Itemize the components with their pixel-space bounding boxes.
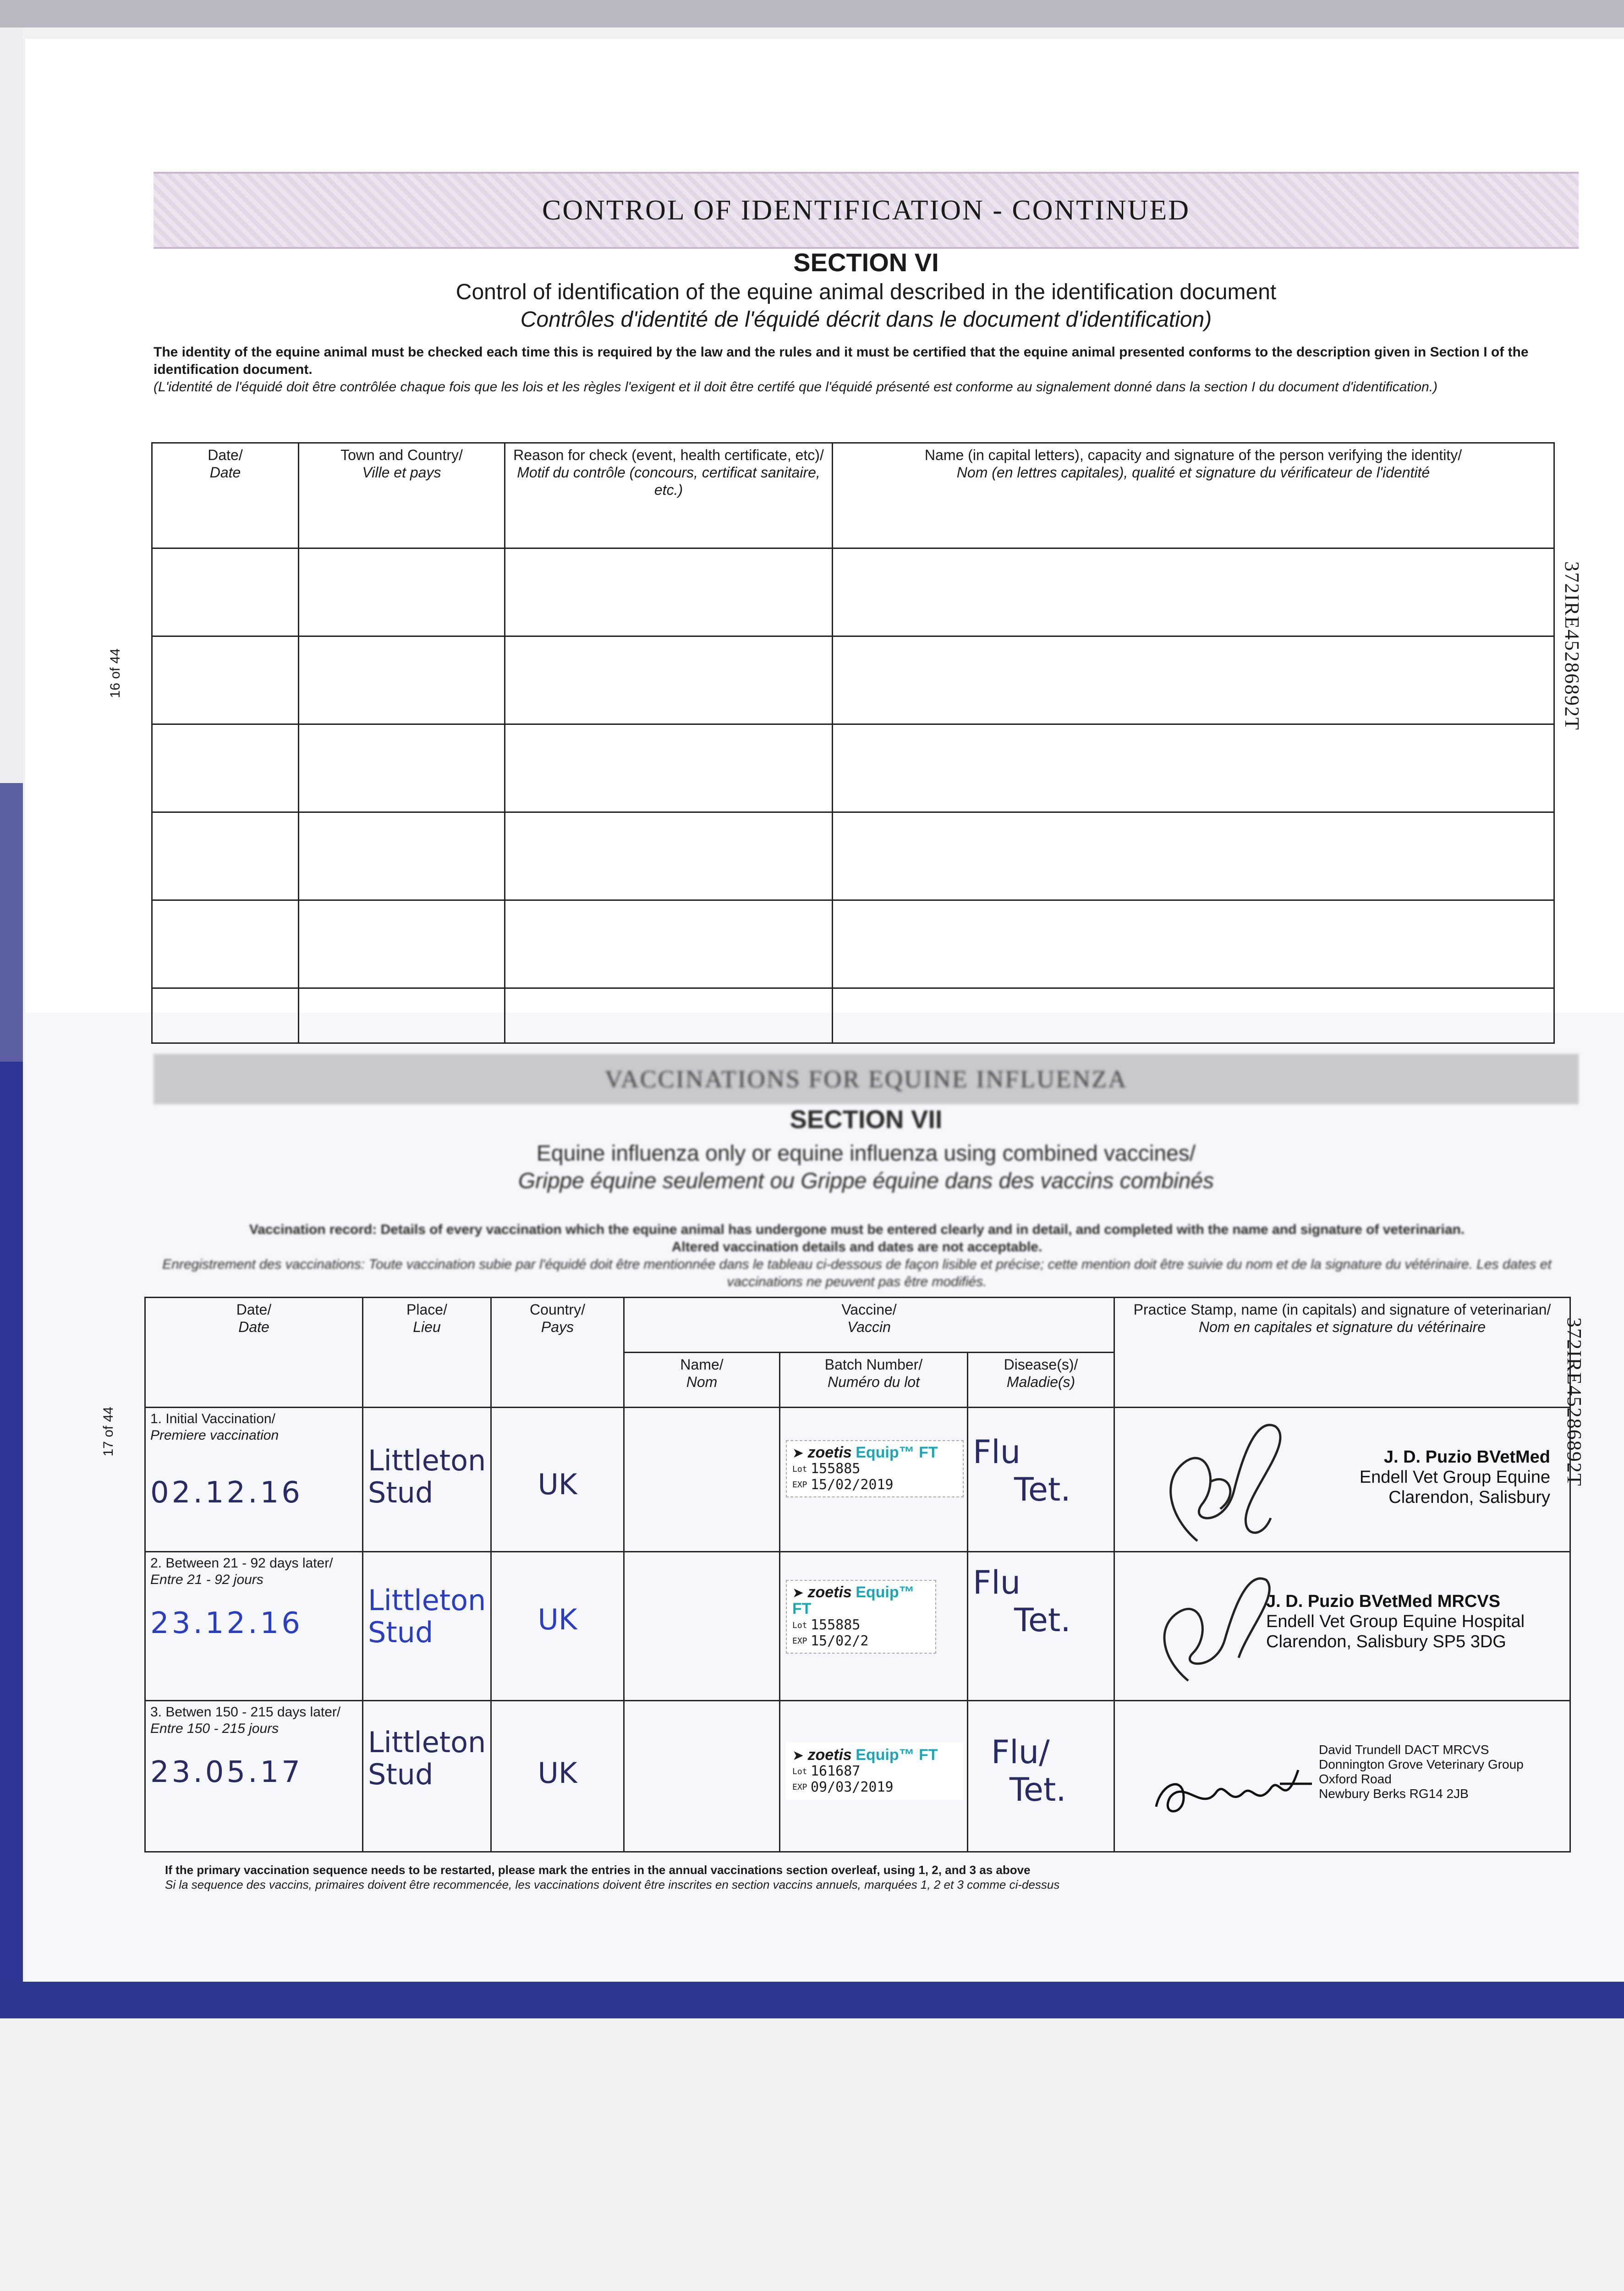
table-row (152, 812, 1554, 900)
col-disease: Disease(s)/ Maladie(s) (968, 1353, 1114, 1408)
footnote (165, 1863, 1540, 1892)
table-header-row (145, 1298, 1570, 1353)
col-practice-stamp: Practice Stamp, name (in capitals) and signature of veterinarian/ Nom en capitales et signature du vétérinaire (1114, 1298, 1570, 1408)
disease-line-1: Flu (973, 1433, 1021, 1471)
zoetis-logo: ➤ (792, 1446, 808, 1461)
row-label: 3. Betwen 150 - 215 days later/ Entre 150 - 215 jours (150, 1705, 341, 1736)
passport-cover-bottom (0, 1982, 1624, 2018)
vet-stamp: J. D. Puzio BVetMed MRCVS Endell Vet Group Equine Hospital Clarendon, Salisbury SP5 3DG (1266, 1592, 1525, 1651)
vet-stamp: David Trundell DACT MRCVS Donnington Grove Veterinary Group Oxford Road Newbury Berks RG14 2JB (1319, 1743, 1524, 1801)
heading-fr-lower: Grippe équine seulement ou Grippe équine dans des vaccins combinés (518, 1169, 1214, 1193)
section-title-lower: SECTION VII (790, 1105, 943, 1134)
heading-en: Control of identification of the equine animal described in the identification document (455, 280, 1277, 304)
place-line-2: Stud (368, 1476, 433, 1509)
table-row (152, 548, 1554, 636)
stamp-cell (1114, 1408, 1570, 1552)
passport-top-edge (0, 0, 1624, 27)
passport-page (25, 39, 1624, 1982)
signature-image (1138, 1548, 1275, 1694)
intro-fr: (L'identité de l'équidé doit être contrôlée chaque fois que les lois et les règles l'exigent et il doit être certifé que l'équidé présenté est conforme au signalement donné dans la section I du document d'identification.) (154, 379, 1438, 395)
batch-cell (780, 1408, 968, 1552)
col-vaccine-name: Name/ Nom (624, 1353, 780, 1408)
row-label: 1. Initial Vaccination/ Premiere vaccination (150, 1411, 279, 1443)
footnote-en: If the primary vaccination sequence needs to be restarted, please mark the entries in the annual vaccinations section overleaf, using 1, 2, and 3 as above (165, 1863, 1031, 1877)
page-number-lower: 17 of 44 (101, 1407, 116, 1457)
vaccination-row-2 (145, 1552, 1570, 1701)
passport-number-lower: 372IRE45286892T (1563, 1317, 1586, 1487)
vaccination-row-1 (145, 1408, 1570, 1552)
place-cell (363, 1408, 491, 1552)
intro-text (154, 344, 1560, 396)
stamp-cell (1114, 1552, 1570, 1701)
intro-text-lower (154, 1221, 1560, 1291)
disease-line-1: Flu (973, 1564, 1021, 1601)
lot-number: 155885 (811, 1617, 861, 1633)
intro-en-lower-2: Altered vaccination details and dates are not acceptable. (671, 1239, 1042, 1255)
place-line-2: Stud (368, 1758, 433, 1791)
col-country: Country/ Pays (491, 1298, 624, 1408)
disease-line-2: Tet. (1010, 1771, 1066, 1809)
batch-sticker: ➤ zoetis Equip™ FT Lot 155885 EXP 15/02/2019 (786, 1440, 964, 1497)
col-place: Place/ Lieu (363, 1298, 491, 1408)
disease-line-2: Tet. (1014, 1601, 1071, 1639)
intro-fr-lower: Enregistrement des vaccinations: Toute vaccination subie par l'équidé doit être mentionnée dans le tableau ci-dessous de façon lisible et précise; cette mention doit être suivie du nom et de la signature du vétérinaire. Les dates et vaccinations ne peuvent pas être modifiés. (162, 1257, 1552, 1289)
expiry-date: 15/02/2 (811, 1633, 869, 1649)
col-date: Date/ Date (145, 1298, 363, 1408)
banner-title: CONTROL OF IDENTIFICATION - CONTINUED (542, 195, 1191, 226)
country-cell (491, 1552, 624, 1701)
passport-number-upper: 372IRE45286892T (1561, 561, 1583, 731)
lot-number: 161687 (811, 1763, 861, 1779)
place-cell (363, 1552, 491, 1701)
zoetis-logo: ➤ (792, 1748, 808, 1763)
date-cell (145, 1408, 363, 1552)
disease-line-1: Flu/ (991, 1733, 1050, 1771)
table-row (152, 988, 1554, 1043)
vaccine-name-cell (624, 1408, 780, 1552)
table-header-row (152, 443, 1554, 548)
page-number-upper: 16 of 44 (108, 648, 123, 698)
col-batch-number: Batch Number/ Numéro du lot (780, 1353, 968, 1408)
country-value: UK (538, 1603, 577, 1636)
lot-number: 155885 (811, 1461, 861, 1477)
vaccine-name-cell (624, 1552, 780, 1701)
country-cell (491, 1701, 624, 1852)
intro-en-lower: Vaccination record: Details of every vaccination which the equine animal has undergone must be entered clearly and in detail, and completed with the name and signature of veterinarian. (249, 1222, 1465, 1237)
disease-cell (968, 1701, 1114, 1852)
col-verifier: Name (in capital letters), capacity and signature of the person verifying the identity/ Nom (en lettres capitales), qualité et signature du vérificateur de l'identité (833, 443, 1554, 548)
table-row (152, 724, 1554, 812)
country-cell (491, 1408, 624, 1552)
col-reason: Reason for check (event, health certificate, etc)/ Motif du contrôle (concours, certificat sanitaire, etc.) (505, 443, 833, 548)
date-cell (145, 1701, 363, 1852)
heading-fr: Contrôles d'identité de l'équidé décrit dans le document d'identification) (520, 307, 1212, 332)
vaccination-table (144, 1297, 1571, 1853)
date-cell (145, 1552, 363, 1701)
place-line-1: Littleton (368, 1444, 486, 1477)
col-vaccine: Vaccine/ Vaccin (624, 1298, 1114, 1353)
table-row (152, 636, 1554, 724)
vet-stamp: J. D. Puzio BVetMed Endell Vet Group Equine Clarendon, Salisbury (1359, 1447, 1551, 1507)
identity-check-table (151, 442, 1555, 1044)
disease-line-2: Tet. (1014, 1471, 1071, 1508)
vaccination-date: 02.12.16 (150, 1476, 303, 1510)
disease-cell (968, 1408, 1114, 1552)
place-line-1: Littleton (368, 1584, 486, 1617)
signature-image (1152, 1756, 1317, 1825)
place-line-1: Littleton (368, 1726, 486, 1759)
place-line-2: Stud (368, 1616, 433, 1649)
place-cell (363, 1701, 491, 1852)
zoetis-logo: ➤ (792, 1585, 808, 1600)
country-value: UK (538, 1468, 577, 1501)
vaccination-date: 23.05.17 (150, 1755, 303, 1789)
passport-cover-edge (0, 27, 23, 2016)
batch-cell (780, 1701, 968, 1852)
country-value: UK (538, 1756, 577, 1790)
vaccine-name-cell (624, 1701, 780, 1852)
banner-title-lower: VACCINATIONS FOR EQUINE INFLUENZA (604, 1065, 1128, 1093)
stamp-cell (1114, 1701, 1570, 1852)
col-town-country: Town and Country/ Ville et pays (299, 443, 505, 548)
table-row (152, 900, 1554, 988)
section-title: SECTION VI (793, 248, 939, 277)
batch-sticker: ➤ zoetis Equip™ FT Lot 161687 EXP 09/03/2019 (786, 1743, 964, 1800)
footnote-fr: Si la sequence des vaccins, primaires doivent être recommencée, les vaccinations doivent être inscrites en section vaccins annuels, marquées 1, 2 et 3 comme ci-dessus (165, 1878, 1060, 1891)
batch-cell (780, 1552, 968, 1701)
section-banner (154, 172, 1579, 249)
heading-en-lower: Equine influenza only or equine influenza using combined vaccines/ (536, 1141, 1196, 1166)
section-banner-lower (154, 1054, 1579, 1104)
expiry-date: 15/02/2019 (811, 1476, 894, 1493)
col-date: Date/ Date (152, 443, 299, 548)
expiry-date: 09/03/2019 (811, 1779, 894, 1795)
intro-en: The identity of the equine animal must be checked each time this is required by the law and the rules and it must be certified that the equine animal presented conforms to the description given in Section I of the identification document. (154, 345, 1529, 377)
row-label: 2. Between 21 - 92 days later/ Entre 21 - 92 jours (150, 1556, 333, 1587)
vaccination-date: 23.12.16 (150, 1606, 303, 1640)
batch-sticker: ➤ zoetis Equip™ FT Lot 155885 EXP 15/02/2 (786, 1580, 936, 1654)
vaccination-row-3 (145, 1701, 1570, 1852)
disease-cell (968, 1552, 1114, 1701)
